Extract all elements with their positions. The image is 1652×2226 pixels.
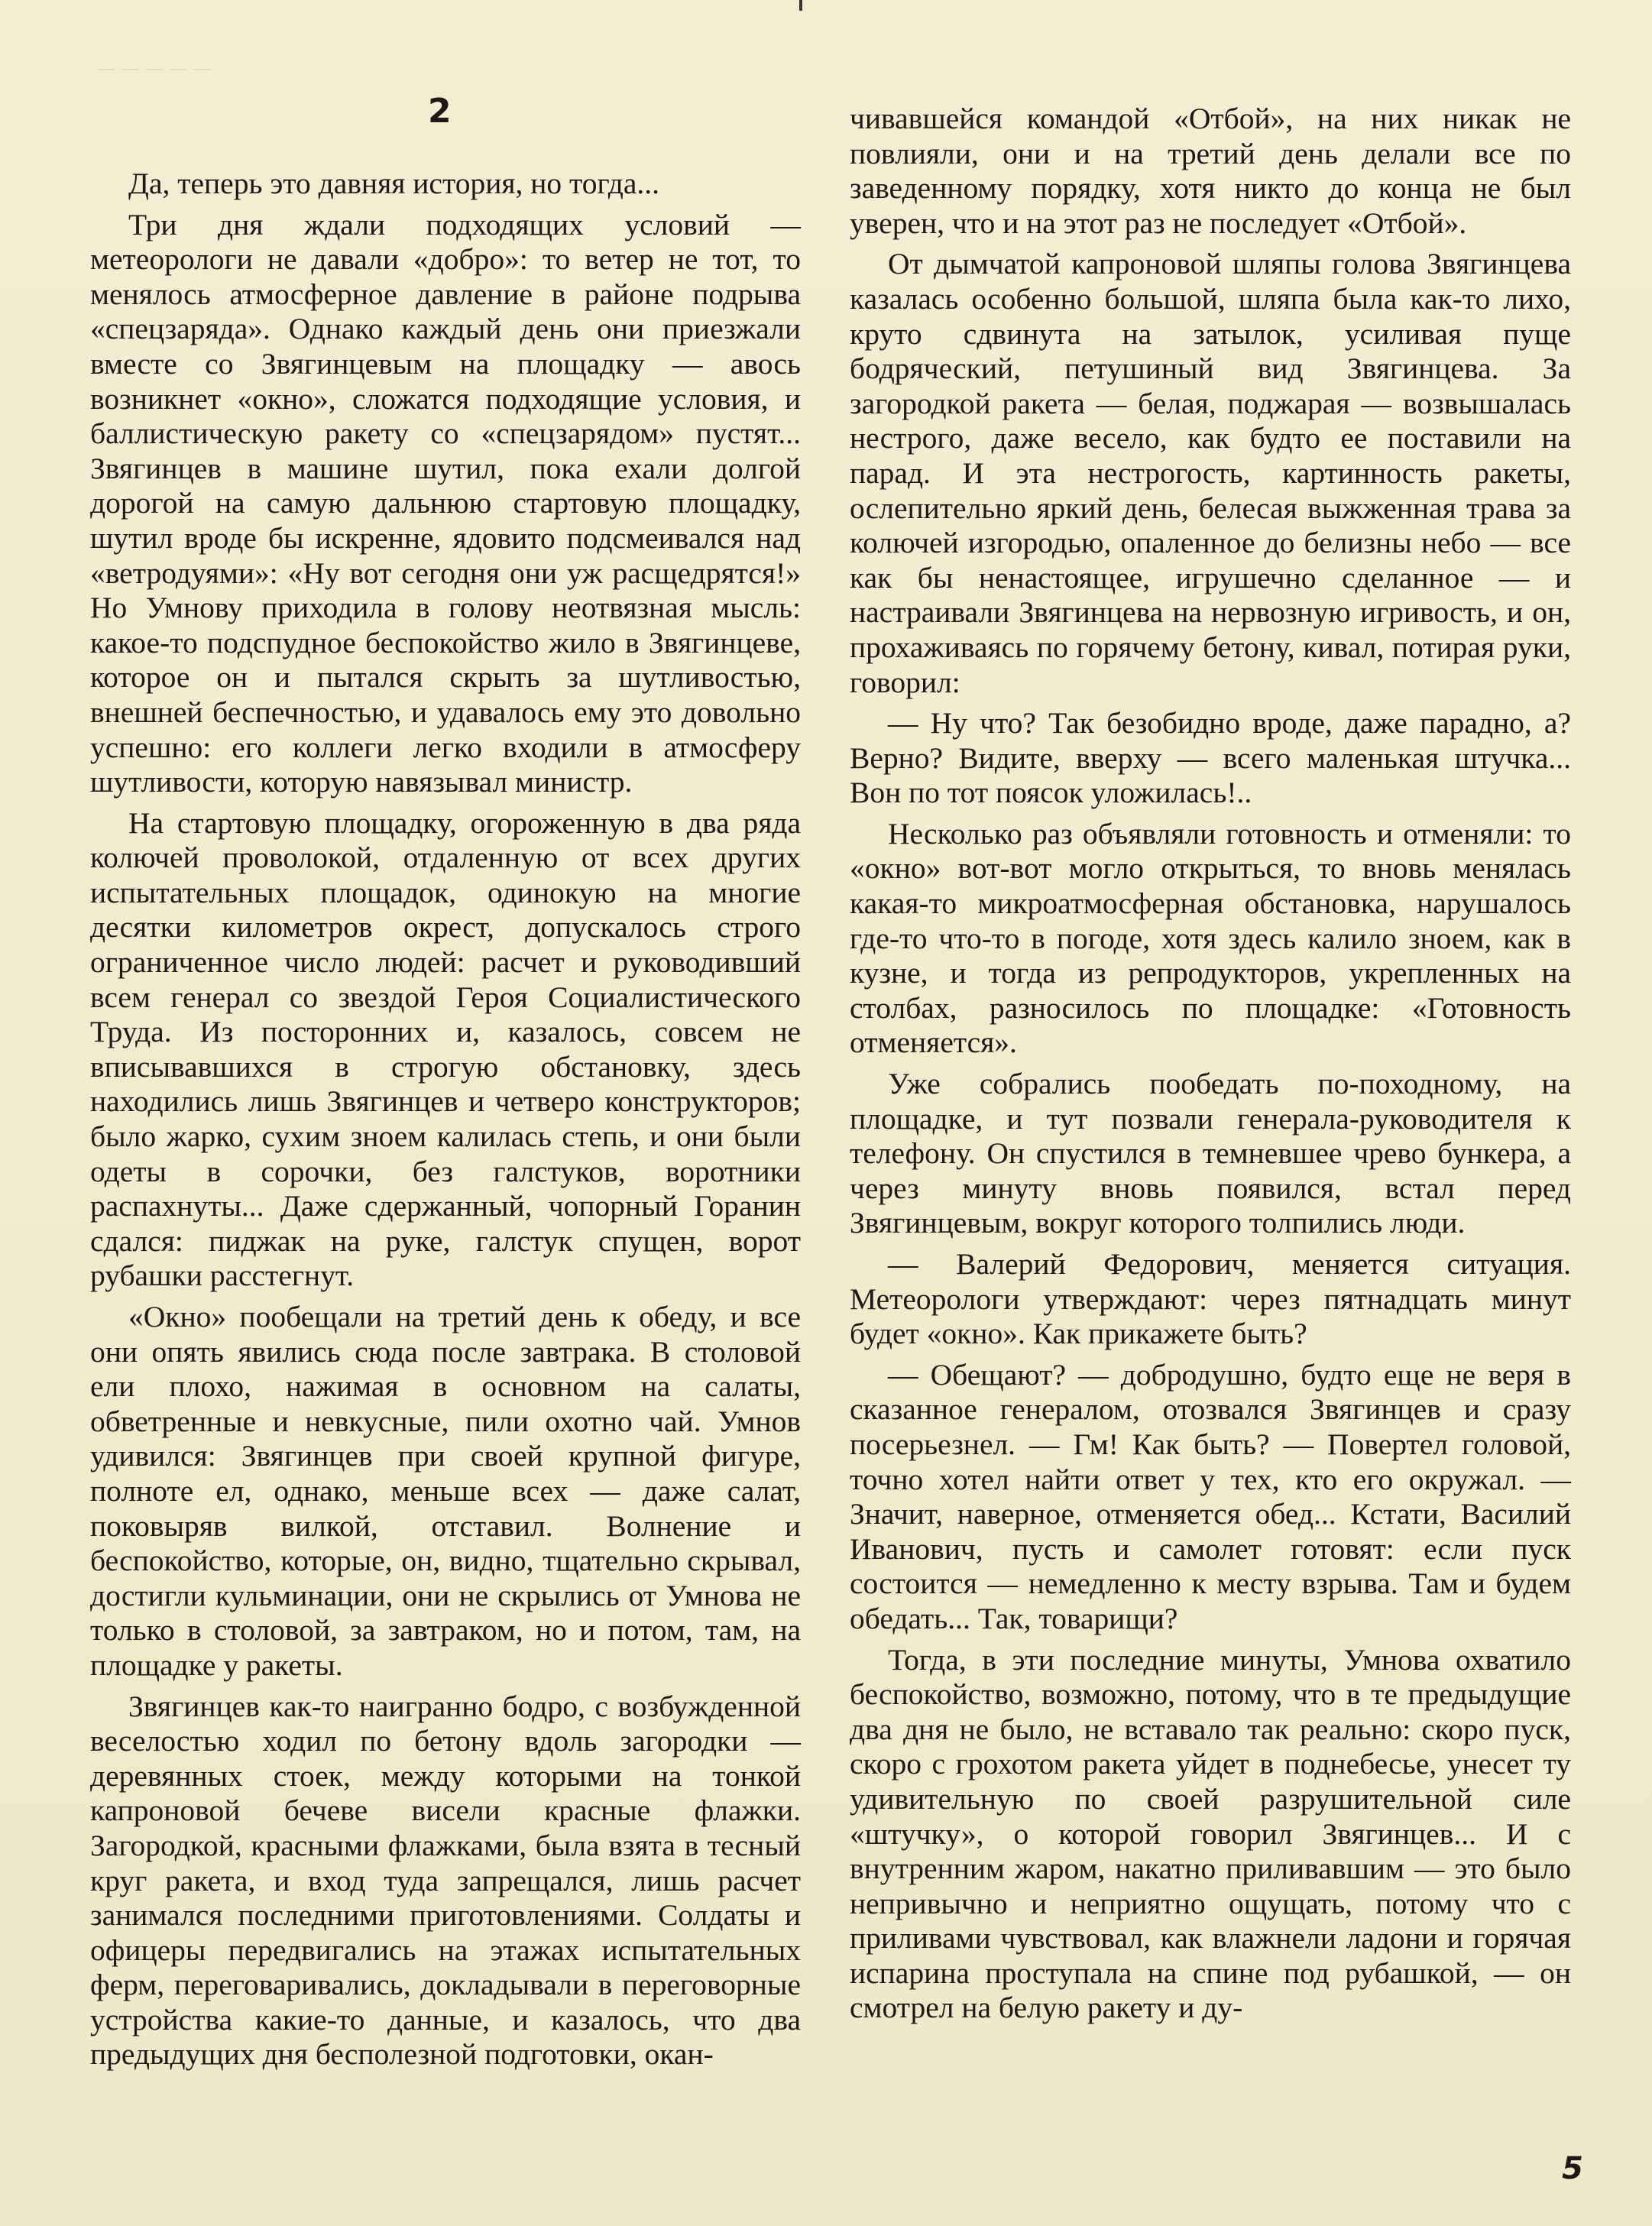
- paragraph: Да, теперь это давняя история, но тогда...: [128, 167, 659, 200]
- faint-bleedthrough-text: — — — — —: [98, 58, 212, 77]
- paragraph-continued: чивавшейся командой «Отбой», на них никак не повлияли, они и на третий день делали все по заведенному порядку, хотя никто до конца не был уверен, что и на этот раз не последует «Отбой».: [850, 102, 1571, 240]
- paragraph: Уже собрались пообедать по-походному, на площадке, и тут позвали генерала-руководителя к телефону. Он спустился в темневшее чрево бункера, а через минуту вновь появился, встал перед Звягинцевым, вокруг которого толпились люди.: [850, 1067, 1571, 1240]
- paragraph: — Валерий Федорович, меняется ситуация. Метеорологи утверждают: через пятнадцать минут будет «окно». Как прикажете быть?: [850, 1247, 1571, 1351]
- paragraph: Три дня ждали подходящих условий — метеорологи не давали «добро»: то ветер не тот, то менялось атмосферное давление в районе подрыва «спецзаряда». Однако каждый день они приезжали вместе со Звягинцевым на площадку — авось возникнет «окно», сложатся подходящие условия, и баллистическую ракету со «спецзарядом» пустят... Звягинцев в машине шутил, пока ехали долгой дорогой на самую дальнюю стартовую площадку, шутил вроде бы искренне, ядовито подсмеивался над «ветродуями»: «Ну вот сегодня они уж расщедрятся!» Но Умнову приходила в голову неотвязная мысль: какое-то подспудное беспокойство жило в Звягинцеве, которое он и пытался скрыть за шутливостью, внешней беспечностью, и удавалось ему это довольно успешно: его коллеги легко входили в атмосферу шутливости, которую навязывал министр.: [90, 207, 801, 799]
- paragraph: От дымчатой капроновой шляпы голова Звягинцева казалась особенно большой, шляпа была как-то лихо, круто сдвинута на затылок, усиливая пуще бодряческий, петушиный вид Звягинцева. За загородкой ракета — белая, поджарая — возвышалась нестрого, даже весело, как будто ее поставили на парад. И эта нестрогость, картинность ракеты, ослепительно яркий день, белесая выжженная трава за колючей изгородью, опаленное до белизны небо — все как бы ненастоящее, игрушечно сделанное — и настраивали Звягинцева на нервозную игривость, и он, прохаживаясь по горячему бетону, кивал, потирая руки, говорил:: [850, 247, 1571, 699]
- paragraph: Тогда, в эти последние минуты, Умнова охватило беспокойство, возможно, потому, что в те предыдущие два дня не было, не вставало так реально: скоро пуск, скоро с грохотом ракета уйдет в поднебесье, унесет ту удивительную по своей разрушительной силе «штучку», о которой говорил Звягинцев... И с внутренним жаром, накатно приливавшим — это было непривычно и неприятно ощущать, потому что с приливами чувствовал, как влажнели ладони и горячая испарина проступала на спине под рубашкой, — он смотрел на белую ракету и ду-: [850, 1642, 1571, 2025]
- top-edge-mark: [799, 0, 802, 11]
- paragraph: — Ну что? Так безобидно вроде, даже парадно, а? Верно? Видите, вверху — всего маленькая штучка... Вон по тот поясок уложилась!..: [850, 706, 1571, 810]
- left-text-block: [90, 167, 801, 2079]
- chapter-number: 2: [428, 92, 452, 131]
- paragraph: «Окно» пообещали на третий день к обеду, и все они опять явились сюда после завтрака. В столовой ели плохо, нажимая в основном на салаты, обветренные и невкусные, пили охотно чай. Умнов удивился: Звягинцев при своей крупной фигуре, полноте ел, однако, меньше всех — даже салат, поковыряв вилкой, отставил. Волнение и беспокойство, которые, он, видно, тщательно скрывал, достигли кульминации, они не скрылись от Умнова не только в столовой, за завтраком, но и потом, там, на площадке у ракеты.: [90, 1300, 801, 1682]
- paragraph: На стартовую площадку, огороженную в два ряда колючей проволокой, отдаленную от всех других испытательных площадок, одинокую на многие десятки километров окрест, допускалось строго ограниченное число людей: расчет и руководивший всем генерал со звездой Героя Социалистического Труда. Из посторонних и, казалось, совсем не вписывавшихся в строгую обстановку, здесь находились лишь Звягинцев и четверо конструкторов; было жарко, сухим зноем калилась степь, и они были одеты в сорочки, без галстуков, воротники распахнуты... Даже сдержанный, чопорный Горанин сдался: пиджак на руке, галстук спущен, ворот рубашки расстегнут.: [90, 805, 801, 1293]
- page-number: 5: [1562, 2151, 1583, 2186]
- right-text-block: [850, 102, 1571, 2032]
- paragraph: — Обещают? — добродушно, будто еще не веря в сказанное генералом, отозвался Звягинцев и сразу посерьезнел. — Гм! Как быть? — Повертел головой, точно хотел найти ответ у тех, кто его окружал. — Значит, наверное, отменяется обед... Кстати, Василий Иванович, пусть и самолет готовят: если пуск состоится — немедленно к месту взрыва. Там и будем обедать... Так, товарищи?: [850, 1357, 1571, 1635]
- paragraph: Несколько раз объявляли готовность и отменяли: то «окно» вот-вот могло открыться, то вновь менялась какая-то микроатмосферная обстановка, нарушалось где-то что-то в погоде, хотя здесь калило зноем, как в кузне, и тогда из репродукторов, укрепленных на столбах, разносилось по площадке: «Готовность отменяется».: [850, 816, 1571, 1060]
- paragraph: Звягинцев как-то наигранно бодро, с возбужденной веселостью ходил по бетону вдоль загородки — деревянных стоек, между которыми на тонкой капроновой бечеве висели красные флажки. Загородкой, красными флажками, была взята в тесный круг ракета, и вход туда запрещался, лишь расчет занимался последними приготовлениями. Солдаты и офицеры передвигались на этажах испытательных ферм, переговаривались, докладывали в переговорные устройства какие-то данные, и казалось, что два предыдущих дня бесполезной подготовки, окан-: [90, 1689, 801, 2072]
